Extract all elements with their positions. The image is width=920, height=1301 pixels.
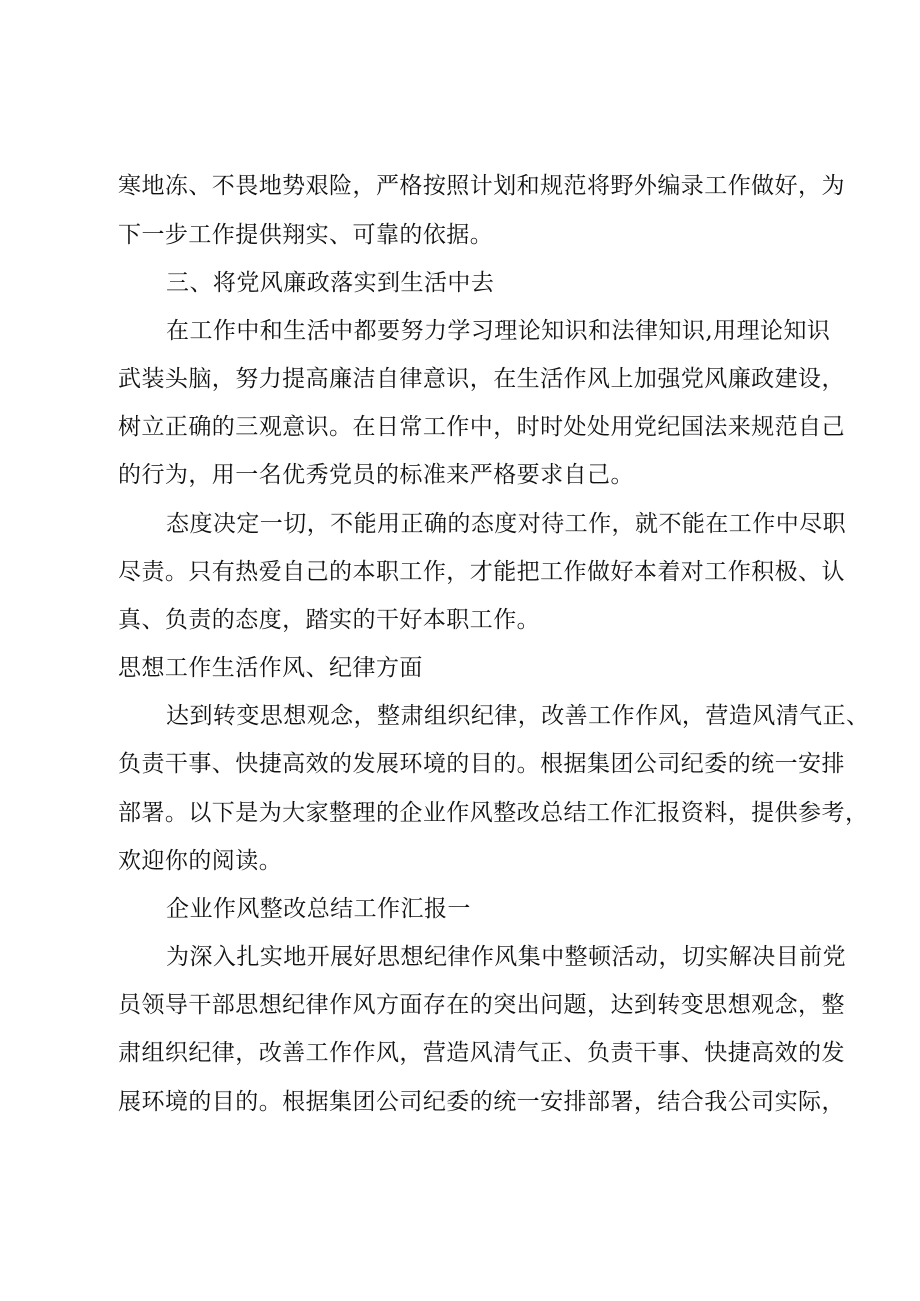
text-line: 部署。以下是为大家整理的企业作风整改总结工作汇报资料，提供参考，	[118, 800, 869, 826]
text-line: 负责干事、快捷高效的发展环境的目的。根据集团公司纪委的统一安排	[118, 751, 845, 777]
text-line: 尽责。只有热爱自己的本职工作，才能把工作做好本着对工作积极、认	[118, 559, 845, 585]
text-line: 为深入扎实地开展好思想纪律作风集中整顿活动，切实解决目前党	[166, 944, 847, 970]
text-line: 树立正确的三观意识。在日常工作中，时时处处用党纪国法来规范自己	[118, 414, 845, 440]
text-line: 达到转变思想观念，整肃组织纪律，改善工作作风，营造风清气正、	[166, 703, 870, 729]
section-heading: 思想工作生活作风、纪律方面	[118, 655, 423, 681]
section-heading: 三、将党风廉政落实到生活中去	[166, 270, 495, 296]
text-line: 员领导干部思想纪律作风方面存在的突出问题，达到转变思想观念，整	[118, 992, 845, 1018]
text-line: 下一步工作提供翔实、可靠的依据。	[118, 222, 494, 248]
text-line: 态度决定一切，不能用正确的态度对待工作，就不能在工作中尽职	[166, 511, 847, 537]
text-line: 在工作中和生活中都要努力学习理论知识和法律知识,用理论知识	[166, 318, 831, 344]
text-line: 寒地冻、不畏地势艰险，严格按照计划和规范将野外编录工作做好，为	[118, 173, 845, 199]
text-line: 欢迎你的阅读。	[118, 848, 283, 874]
text-line: 武装头脑，努力提高廉洁自律意识，在生活作风上加强党风廉政建设，	[118, 366, 845, 392]
text-line: 的行为，用一名优秀党员的标准来严格要求自己。	[118, 462, 634, 488]
text-line: 展环境的目的。根据集团公司纪委的统一安排部署，结合我公司实际，	[118, 1089, 845, 1115]
text-line: 真、负责的态度，踏实的干好本职工作。	[118, 607, 541, 633]
section-heading: 企业作风整改总结工作汇报一	[166, 896, 471, 922]
text-line: 肃组织纪律，改善工作作风，营造风清气正、负责干事、快捷高效的发	[118, 1040, 845, 1066]
